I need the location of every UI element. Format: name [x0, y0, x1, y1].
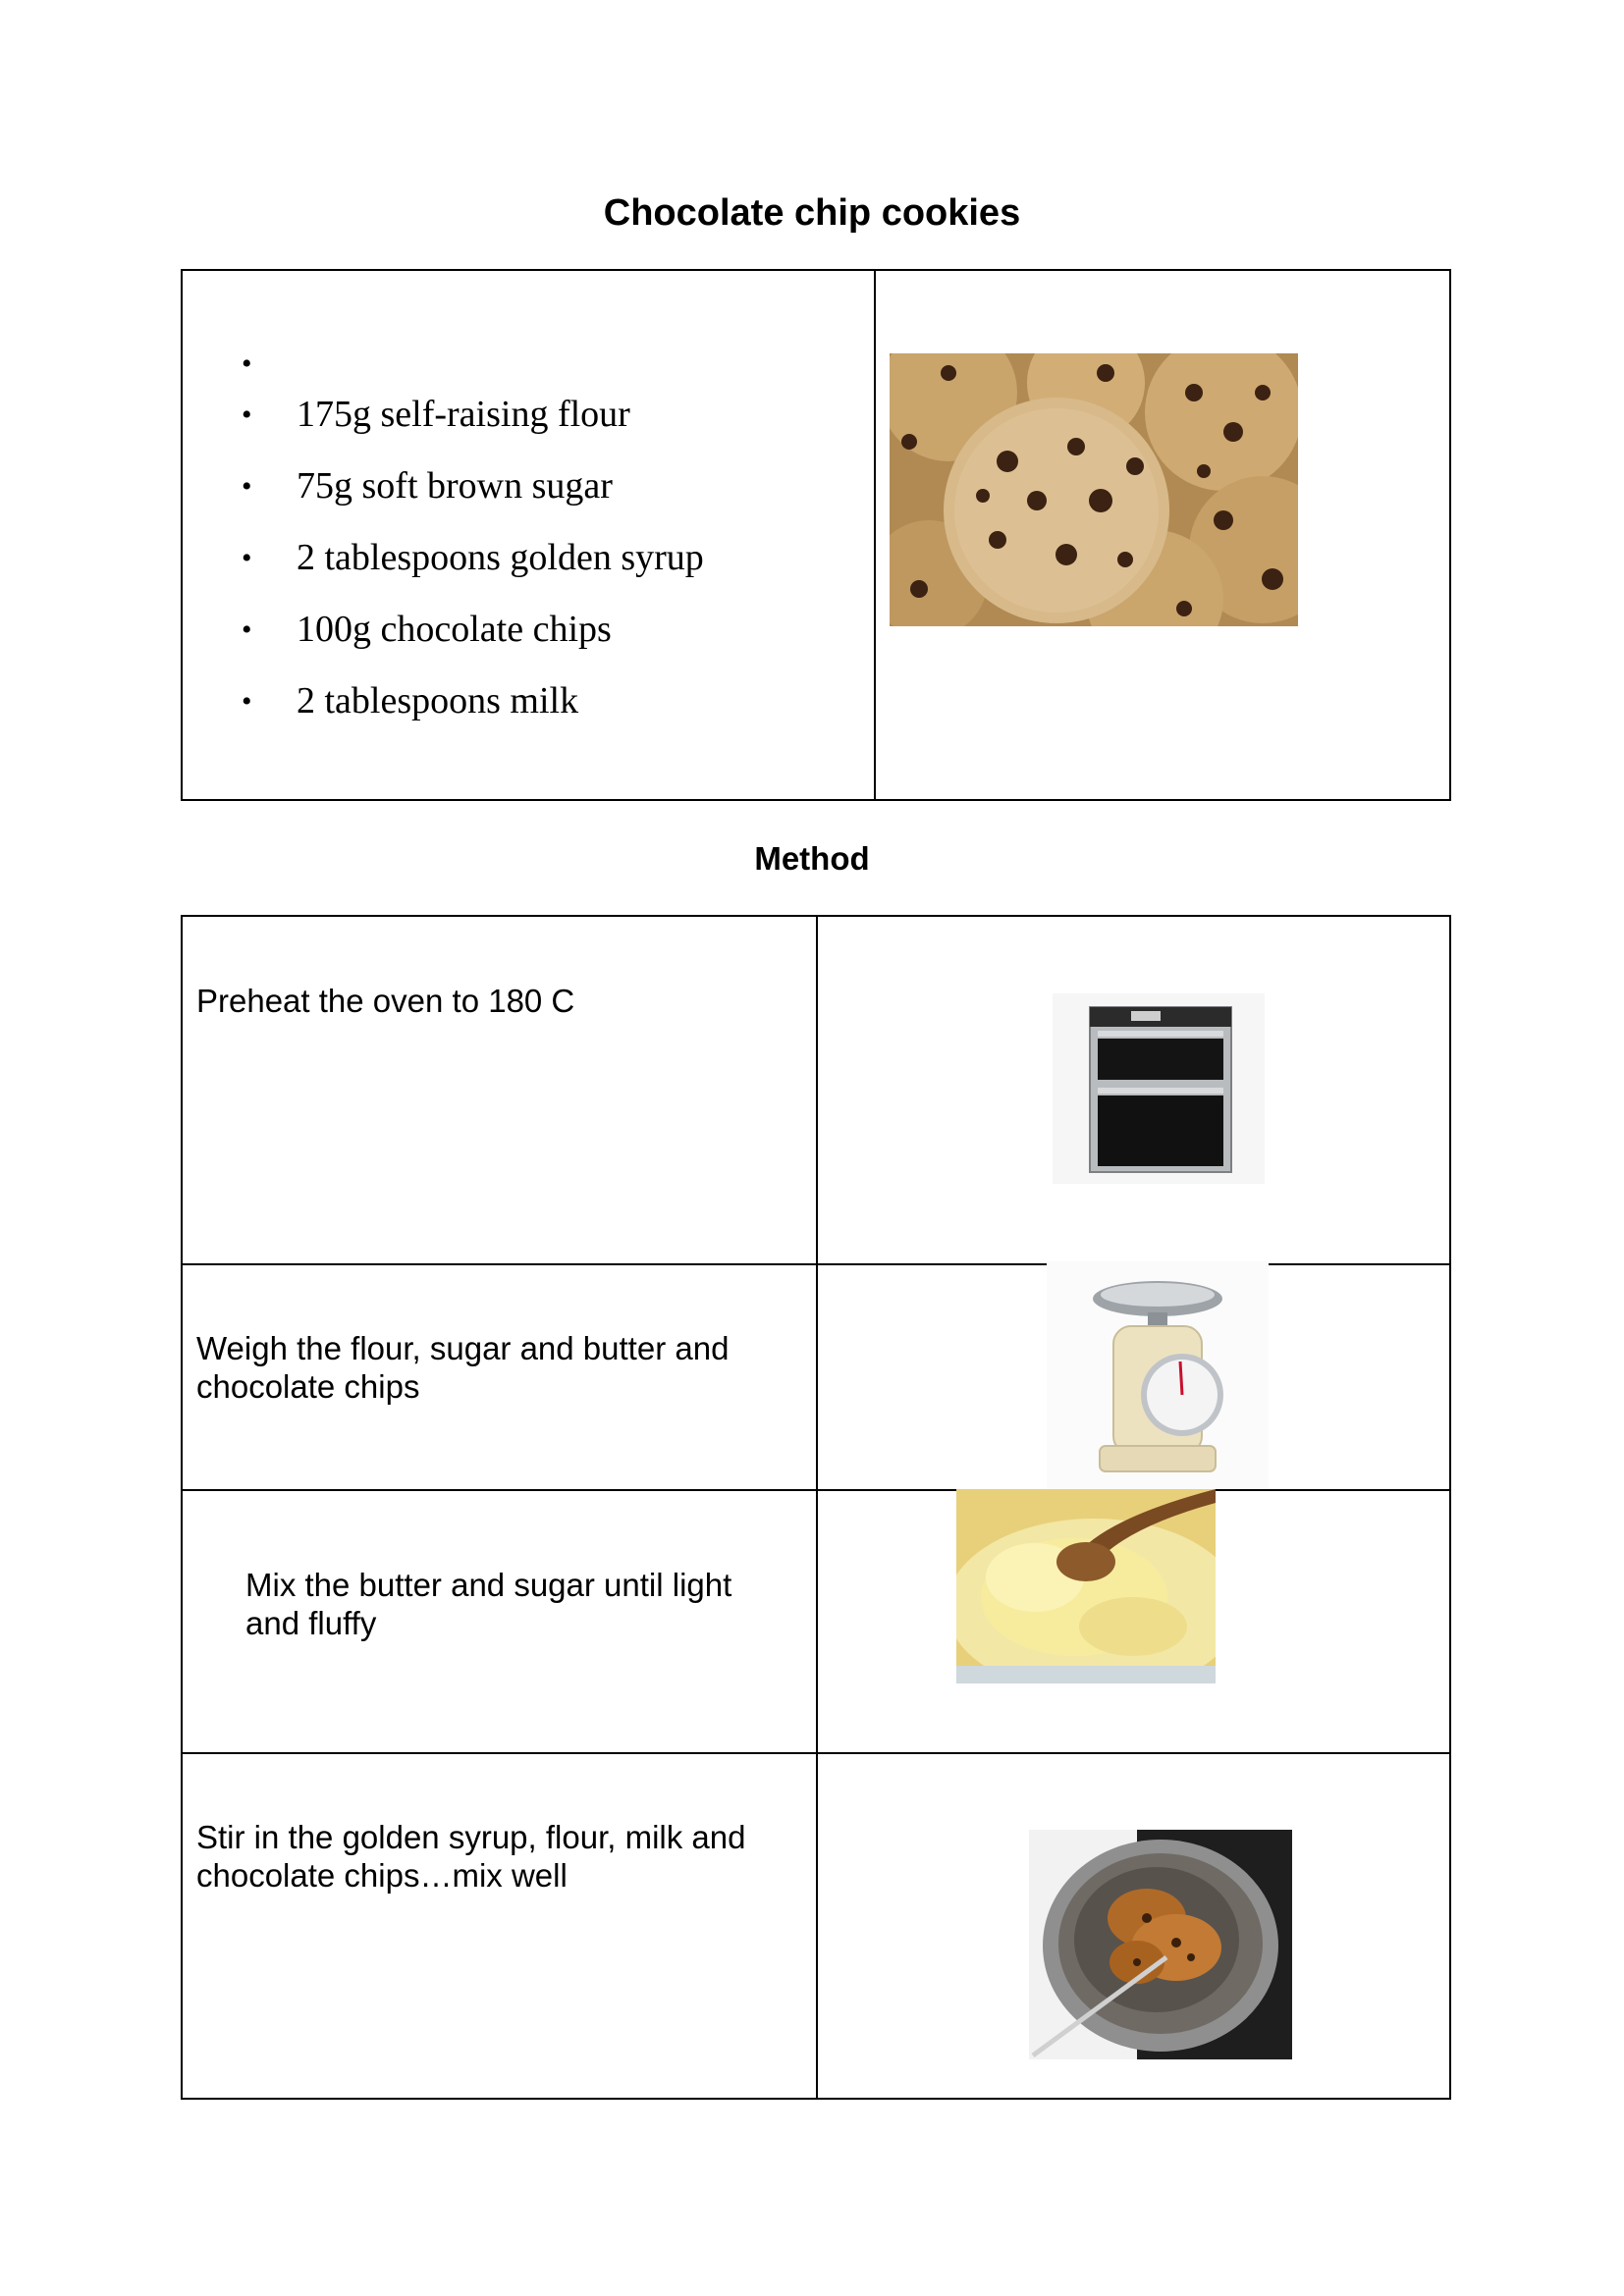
ingredient-item [242, 349, 704, 379]
ingredients-list [242, 349, 704, 737]
method-step: Weigh the flour, sugar and butter and chocolate chips [196, 1330, 730, 1405]
method-step: Preheat the oven to 180 C [196, 983, 575, 1019]
row-separator [183, 1489, 1449, 1491]
ingredient-item: • 175g self-raising flour [242, 379, 704, 451]
ingredients-box [181, 269, 1451, 801]
ingredients-divider [874, 271, 876, 799]
ingredient-item: • 100g chocolate chips [242, 594, 704, 666]
method-step: Mix the butter and sugar until light and fluffy [245, 1567, 732, 1641]
oven-photo [1053, 993, 1265, 1184]
ingredient-item: • 2 tablespoons golden syrup [242, 522, 704, 594]
method-divider [816, 917, 818, 2098]
method-heading: Method [754, 840, 870, 877]
dough-bowl-photo [1029, 1830, 1292, 2059]
page-title: Chocolate chip cookies [603, 192, 1021, 234]
scales-photo [1047, 1261, 1269, 1489]
row-separator [183, 1752, 1449, 1754]
method-table [181, 915, 1451, 2100]
ingredient-item: • 2 tablespoons milk [242, 666, 704, 737]
ingredient-item: • 75g soft brown sugar [242, 451, 704, 522]
cookies-photo [890, 353, 1298, 626]
creaming-photo [956, 1489, 1216, 1683]
method-step: Stir in the golden syrup, flour, milk and chocolate chips…mix well [196, 1819, 746, 1894]
